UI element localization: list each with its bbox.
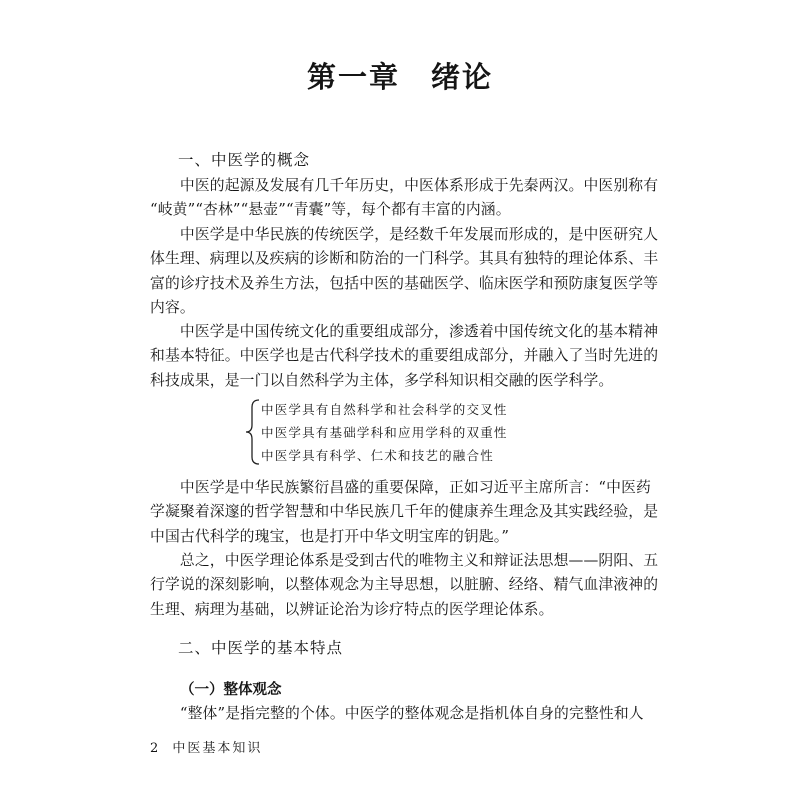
text-line: “整体”是指完整的个体。中医学的整体观念是指机体自身的完整性和人 (150, 705, 644, 722)
text-line: 中医学是中华民族的传统医学，是经数千年发展而形成的，是中医研究人 (150, 226, 659, 243)
text-line: 生理、病理为基础，以辨证论治为诊疗特点的医学理论体系。 (150, 600, 554, 618)
paragraph-holism (150, 702, 650, 726)
subsection-heading-holism: （一）整体观念 (180, 682, 282, 698)
text-line: 体生理、病理以及疾病的诊断和防治的一门科学。其具有独特的理论体系、丰 (150, 250, 659, 268)
paragraph-origin (150, 174, 659, 223)
text-line: 中医学是中华民族繁衍昌盛的重要保障，正如习近平主席所言：“中医药 (150, 479, 651, 496)
left-brace-icon (243, 397, 263, 467)
feature-item: 中医学具有自然科学和社会科学的交叉性 (261, 402, 508, 417)
text-line: 行学说的深刻影响，以整体观念为主导思想，以脏腑、经络、精气血津液神的 (150, 576, 659, 594)
text-line: 总之，中医学理论体系是受到古代的唯物主义和辩证法思想——阴阳、五 (150, 552, 659, 569)
features-brace-list (243, 397, 543, 467)
text-line: 中国古代科学的瑰宝，也是打开中华文明宝库的钥匙。” (150, 527, 510, 545)
chapter-title: 第一章 绪论 (306, 60, 493, 94)
text-line: 内容。 (150, 298, 195, 316)
text-line: 学凝聚着深邃的哲学智慧和中华民族几千年的健康养生理念及其实践经验，是 (150, 503, 659, 521)
text-line: 科技成果，是一门以自然科学为主体，多学科知识相交融的医学科学。 (150, 371, 614, 389)
text-line: 富的诊疗技术及养生方法，包括中医的基础医学、临床医学和预防康复医学等 (150, 274, 659, 292)
page-footer (150, 737, 262, 756)
feature-item: 中医学具有基础学科和应用学科的双重性 (261, 425, 508, 440)
paragraph-summary (150, 549, 659, 622)
text-line: 和基本特征。中医学也是古代科学技术的重要组成部分，并融入了当时先进的 (150, 347, 659, 365)
paragraph-culture (150, 320, 659, 393)
feature-item: 中医学具有科学、仁术和技艺的融合性 (261, 448, 494, 463)
running-title: 中医基本知识 (172, 741, 263, 756)
text-line: 中医的起源及发展有几千年历史，中医体系形成于先秦两汉。中医别称有 (150, 177, 659, 194)
text-line: 中医学是中国传统文化的重要组成部分，渗透着中国传统文化的基本精神 (150, 323, 659, 340)
section-heading-concept: 一、中医学的概念 (178, 151, 311, 169)
paragraph-quote (150, 476, 659, 549)
section-heading-characteristics: 二、中医学的基本特点 (178, 639, 344, 657)
page-number: 2 (150, 741, 159, 756)
text-line: “岐黄”“杏林”“悬壶”“青囊”等，每个都有丰富的内涵。 (150, 201, 511, 219)
paragraph-definition (150, 223, 659, 320)
